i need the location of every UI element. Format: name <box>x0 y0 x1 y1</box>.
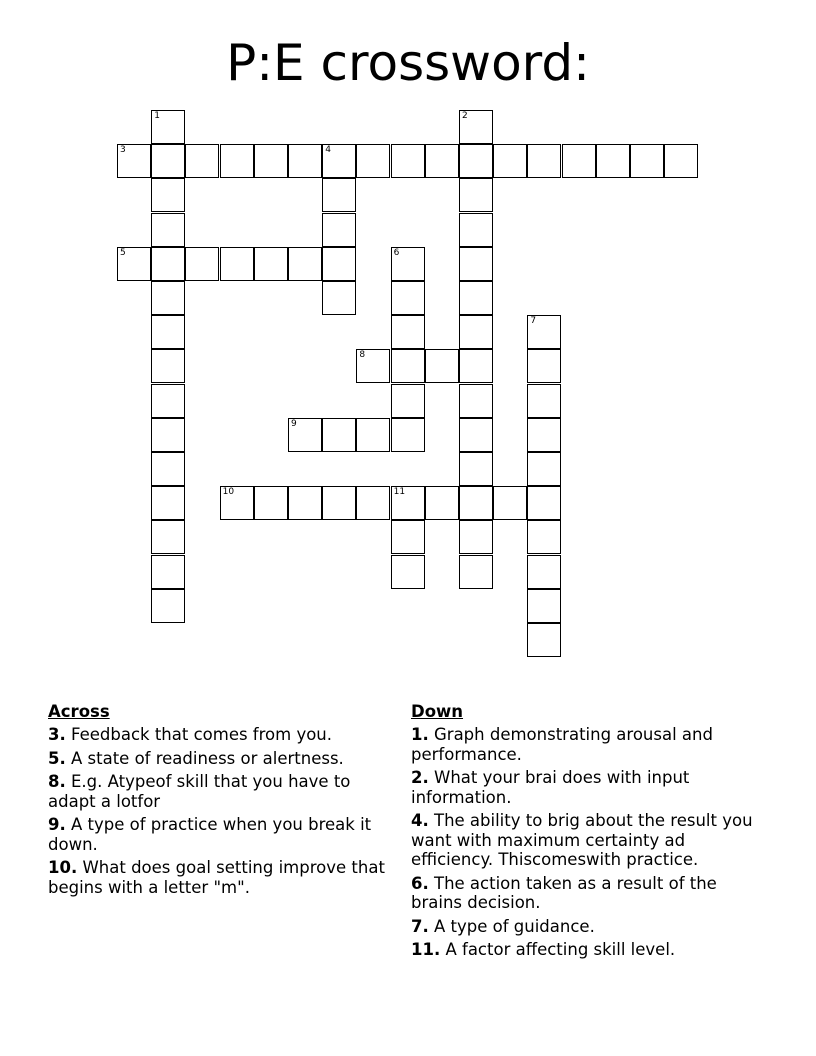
grid-cell <box>151 589 185 623</box>
clue-number: 3. <box>48 725 66 744</box>
clue-number-label: 9 <box>291 418 297 429</box>
clue-text: The ability to brig about the result you want with maximum certainty ad efficiency. Thiscomeswith practice. <box>411 811 753 869</box>
grid-cell <box>356 349 390 383</box>
grid-cell <box>322 213 356 247</box>
grid-cell <box>254 144 288 178</box>
grid-cell <box>185 144 219 178</box>
grid-cell <box>151 452 185 486</box>
clue-text: Graph demonstrating arousal and performance. <box>411 725 713 764</box>
grid-cell <box>527 520 561 554</box>
grid-cell <box>220 486 254 520</box>
grid-cell <box>459 452 493 486</box>
grid-cell <box>664 144 698 178</box>
grid-cell <box>459 315 493 349</box>
clue-text: A type of practice when you break it down. <box>48 815 372 854</box>
grid-cell <box>391 418 425 452</box>
across-heading: Across <box>48 702 110 721</box>
grid-cell <box>151 418 185 452</box>
grid-cell <box>288 144 322 178</box>
grid-cell <box>459 555 493 589</box>
clue-number-label: 5 <box>120 247 126 258</box>
page-title: P:E crossword: <box>226 34 590 92</box>
grid-cell <box>322 178 356 212</box>
grid-cell <box>185 247 219 281</box>
clue-number-label: 10 <box>222 487 235 498</box>
grid-cell <box>322 247 356 281</box>
grid-cell <box>322 144 356 178</box>
grid-cell <box>151 178 185 212</box>
clue-number: 10. <box>48 858 78 877</box>
grid-cell <box>151 281 185 315</box>
grid-cell <box>151 144 185 178</box>
clue-text: What does goal setting improve that begins with a letter "m". <box>48 858 385 897</box>
grid-cell <box>459 384 493 418</box>
grid-cell <box>356 486 390 520</box>
grid-cell <box>322 281 356 315</box>
grid-cell <box>322 486 356 520</box>
clue-across-9 <box>48 815 393 854</box>
clue-number: 1. <box>411 725 429 744</box>
clue-across-3 <box>48 725 393 745</box>
clue-number: 8. <box>48 772 66 791</box>
clue-down-2 <box>411 768 756 807</box>
grid-cell <box>459 213 493 247</box>
grid-cell <box>117 247 151 281</box>
grid-cell <box>527 418 561 452</box>
clue-down-4 <box>411 811 756 870</box>
clue-down-1 <box>411 725 756 764</box>
grid-cell <box>288 247 322 281</box>
grid-cell <box>527 384 561 418</box>
grid-cell <box>151 520 185 554</box>
clue-number: 6. <box>411 873 429 893</box>
clue-number-label: 6 <box>393 247 400 258</box>
clue-down-6 <box>411 874 756 913</box>
grid-cell <box>151 315 185 349</box>
grid-cell <box>356 418 390 452</box>
grid-cell <box>391 384 425 418</box>
grid-cell <box>151 110 185 144</box>
clue-text: The action taken as a result of the brains decision. <box>411 873 717 912</box>
grid-cell <box>151 349 185 383</box>
grid-cell <box>151 384 185 418</box>
down-clues <box>411 702 756 964</box>
clue-number-label: 11 <box>393 487 406 498</box>
grid-cell <box>288 418 322 452</box>
grid-cell <box>425 486 459 520</box>
grid-cell <box>527 144 561 178</box>
grid-cell <box>391 144 425 178</box>
clue-number-label: 2 <box>462 111 468 121</box>
grid-cell <box>254 486 288 520</box>
grid-cell <box>391 555 425 589</box>
grid-cell <box>527 452 561 486</box>
clue-number-label: 3 <box>120 145 126 156</box>
grid-cell <box>391 486 425 520</box>
grid-cell <box>356 144 390 178</box>
clue-number: 9. <box>48 815 66 834</box>
clue-across-8 <box>48 772 393 811</box>
grid-cell <box>151 486 185 520</box>
grid-cell <box>527 349 561 383</box>
grid-cell <box>391 247 425 281</box>
clue-text: E.g. Atypeof skill that you have to adapt a lotfor <box>48 772 351 811</box>
grid-cell <box>527 623 561 657</box>
clue-number-label: 4 <box>325 145 331 156</box>
grid-cell <box>220 144 254 178</box>
grid-cell <box>459 247 493 281</box>
grid-cell <box>493 486 527 520</box>
clue-number: 11. <box>411 940 441 959</box>
grid-cell <box>596 144 630 178</box>
clue-number: 2. <box>411 768 429 787</box>
clue-number-label: 7 <box>530 316 537 327</box>
across-clues <box>48 702 393 901</box>
clue-down-11 <box>411 940 756 960</box>
grid-cell <box>459 178 493 212</box>
grid-cell <box>254 247 288 281</box>
grid-cell <box>562 144 596 178</box>
clue-number-label: 8 <box>359 350 366 361</box>
grid-cell <box>527 486 561 520</box>
grid-cell <box>288 486 322 520</box>
grid-cell <box>459 520 493 554</box>
grid-cell <box>459 418 493 452</box>
clue-text: A type of guidance. <box>434 916 595 936</box>
grid-cell <box>151 555 185 589</box>
grid-cell <box>493 144 527 178</box>
clue-text: What your brai does with input information. <box>411 768 690 807</box>
clue-number: 4. <box>411 811 429 830</box>
grid-cell <box>322 418 356 452</box>
grid-cell <box>459 110 493 144</box>
down-heading: Down <box>411 702 464 721</box>
clue-text: Feedback that comes from you. <box>71 725 333 744</box>
grid-cell <box>117 144 151 178</box>
grid-cell <box>527 315 561 349</box>
grid-cell <box>391 315 425 349</box>
clue-number-label: 1 <box>154 111 160 121</box>
grid-cell <box>425 349 459 383</box>
grid-cell <box>459 349 493 383</box>
grid-cell <box>527 589 561 623</box>
clue-down-7 <box>411 917 756 937</box>
grid-cell <box>425 144 459 178</box>
clue-number: 7. <box>411 916 429 936</box>
grid-cell <box>527 555 561 589</box>
grid-cell <box>391 349 425 383</box>
grid-cell <box>459 144 493 178</box>
clue-text: A factor affecting skill level. <box>445 940 676 959</box>
clue-number: 5. <box>48 748 66 768</box>
grid-cell <box>220 247 254 281</box>
grid-cell <box>459 281 493 315</box>
grid-cell <box>391 520 425 554</box>
clue-across-5 <box>48 749 393 769</box>
grid-cell <box>391 281 425 315</box>
grid-cell <box>151 247 185 281</box>
grid-cell <box>630 144 664 178</box>
clue-across-10 <box>48 858 393 897</box>
grid-cell <box>151 213 185 247</box>
grid-cell <box>459 486 493 520</box>
clue-text: A state of readiness or alertness. <box>71 748 344 768</box>
